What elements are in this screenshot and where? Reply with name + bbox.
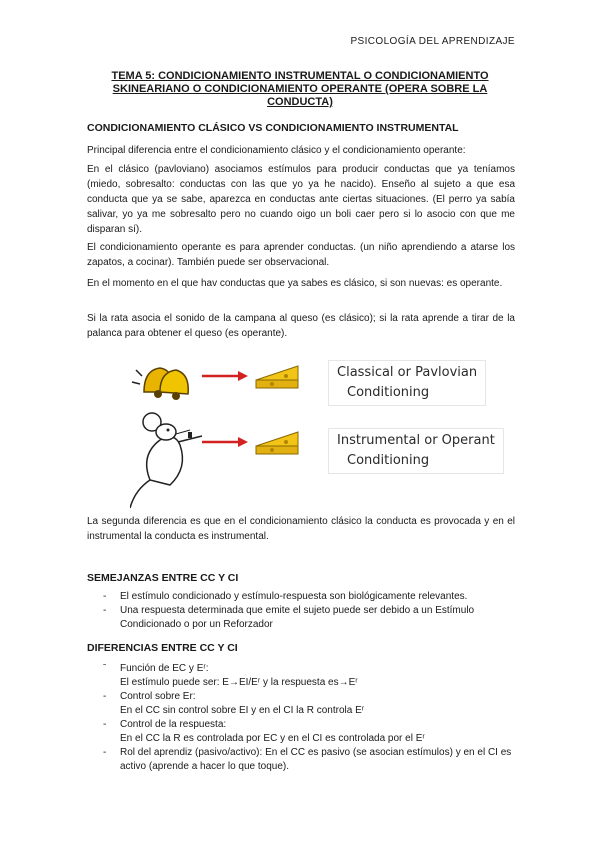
document-title: TEMA 5: CONDICIONAMIENTO INSTRUMENTAL O CONDICIONAMIENTO SKINEARIANO O CONDICIONAMIENTO OPERANTE (OPERA SOBRE LA CONDUCTA) [111,70,489,108]
cheese-icon [256,366,298,388]
rat-icon [130,413,202,508]
list-item: - Rol del aprendiz (pasivo/activo): En el CC es pasivo (se asocian estímulos) y en el CI es activo (aprende a hacer lo que toque). [103,747,512,772]
instrumental-label-line1: Instrumental or Operant [337,433,495,448]
instrumental-conditioning-label [328,428,504,474]
list-item: - El estímulo condicionado y estímulo-respuesta son biológicamente relevantes. [103,591,468,602]
bell-icon [132,368,188,400]
similarities-list [87,590,517,632]
red-arrow-icon [202,437,248,447]
classical-conditioning-label [328,360,486,406]
conditioning-figure [130,350,530,510]
red-arrow-icon [202,371,248,381]
section-heading-diferencias: DIFERENCIAS ENTRE CC Y CI [87,642,238,654]
paragraph-after-figure: La segunda diferencia es que en el condicionamiento clásico la conducta es provocada y en el instrumental la conducta es instrumental. [87,516,515,542]
cheese-icon [256,432,298,454]
paragraph-4: En el momento en el que hav conductas que ya sabes es clásico, si son nuevas: es operante. [87,278,503,289]
page-header: PSICOLOGÍA DEL APRENDIZAJE [350,36,515,47]
figure-illustrations [130,350,330,510]
instrumental-label-line2: Conditioning [347,453,430,468]
paragraph-2: En el clásico (pavloviano) asociamos estímulos para producir conductas que ya teníamos (miedo, sobresalto: conductas con las que yo ya he nacido). Enseño al sujeto a que esa conducta que ya se sabe, aparezca en conductas ante ciertas situaciones. (El perro ya sabía salivar, yo ya me sobresalto pero no cuando oigo un boli caer pero si lo asocio con que me disparan sí). [87,164,515,235]
paragraph-3: El condicionamiento operante es para aprender conductas. (un niño aprendiendo a atarse los zapatos, a cocinar). También puede ser observacional. [87,242,515,268]
differences-list [87,662,517,774]
section-heading-clasico-vs-instrumental: CONDICIONAMIENTO CLÁSICO VS CONDICIONAMIENTO INSTRUMENTAL [87,122,459,134]
list-item: - Control sobre Er: En el CC sin control sobre EI y en el CI la R controla Eʳ [103,691,365,716]
list-item: ˉ Función de EC y Eʳ: El estímulo puede ser: E→EI/Eʳ y la respuesta es→Eʳ [103,663,358,688]
classical-label-line2: Conditioning [347,385,430,400]
paragraph-1: Principal diferencia entre el condicionamiento clásico y el condicionamiento operante: [87,145,466,156]
list-item: - Control de la respuesta: En el CC la R es controlada por EC y en el CI es controlada por el Eʳ [103,719,425,744]
paragraph-5: Si la rata asocia el sonido de la campana al queso (es clásico); si la rata aprende a tirar de la palanca para obtener el queso (es operante). [87,313,515,339]
classical-label-line1: Classical or Pavlovian [337,365,478,380]
section-heading-semejanzas: SEMEJANZAS ENTRE CC Y CI [87,572,239,584]
list-item: - Una respuesta determinada que emite el sujeto puede ser debido a un Estímulo Condicionado o por un Reforzador [103,605,475,630]
